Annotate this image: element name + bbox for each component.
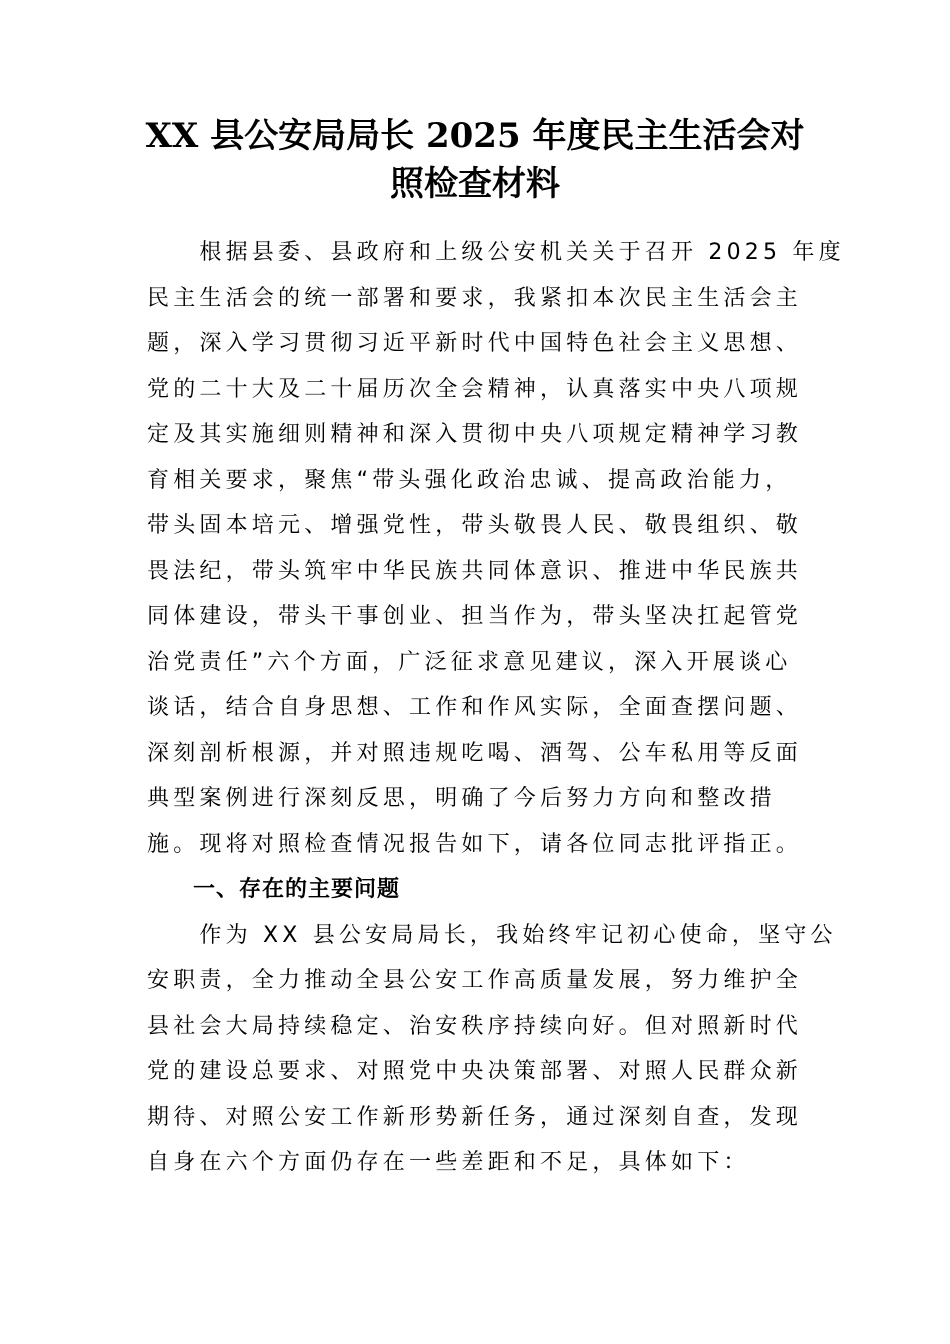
text-line: 自身在六个方面仍存在一些差距和不足，具体如下：	[147, 1150, 750, 1175]
text-line: 畏法纪，带头筑牢中华民族共同体意识、推进中华民族共	[147, 558, 803, 584]
text-line: 带头固本培元、增强党性，带头敬畏人民、敬畏组织、敬	[147, 513, 803, 538]
text-line: 定及其实施细则精神和深入贯彻中央八项规定精神学习教	[147, 422, 803, 447]
text-line: 谈话，结合自身思想、工作和作风实际，全面查摆问题、	[147, 695, 803, 720]
text-line: 民主生活会的统一部署和要求，我紧扣本次民主生活会主	[147, 285, 803, 311]
text-line: 题，深入学习贯彻习近平新时代中国特色社会主义思想、	[147, 331, 803, 356]
title-line-2: 照检查材料	[390, 164, 560, 204]
section-heading: 一、存在的主要问题	[147, 877, 401, 902]
text-line: 育相关要求，聚焦“带头强化政治忠诚、提高政治能力，	[147, 467, 792, 493]
text-line: 党的建设总要求、对照党中央决策部署、对照人民群众新	[147, 1059, 803, 1084]
text-line: 典型案例进行深刻反思，明确了今后努力方向和整改措	[147, 786, 776, 811]
text-line: 作为 XX 县公安局局长，我始终牢记初心使命，坚守公	[147, 922, 837, 948]
text-line: 同体建设，带头干事创业、担当作为，带头坚决扛起管党	[147, 604, 803, 629]
text-line: 安职责，全力推动全县公安工作高质量发展，努力维护全	[147, 968, 803, 993]
text-line: 党的二十大及二十届历次全会精神，认真落实中央八项规	[147, 376, 803, 402]
document-body	[147, 230, 845, 1186]
text-line: 期待、对照公安工作新形势新任务，通过深刻自查，发现	[147, 1104, 803, 1130]
text-line: 施。现将对照检查情况报告如下，请各位同志批评指正。	[147, 831, 803, 857]
title-line-1: XX 县公安局局长 2025 年度民主生活会对	[145, 116, 805, 156]
intro-paragraph	[147, 230, 845, 867]
text-line: 县社会大局持续稳定、治安秩序持续向好。但对照新时代	[147, 1013, 803, 1039]
text-line: 深刻剖析根源，并对照违规吃喝、酒驾、公车私用等反面	[147, 740, 803, 766]
section-paragraph	[147, 913, 837, 1186]
document-title	[140, 112, 810, 208]
text-line: 根据县委、县政府和上级公安机关关于召开 2025 年度	[147, 240, 845, 265]
text-line: 治党责任”六个方面，广泛征求意见建议，深入开展谈心	[147, 649, 792, 675]
